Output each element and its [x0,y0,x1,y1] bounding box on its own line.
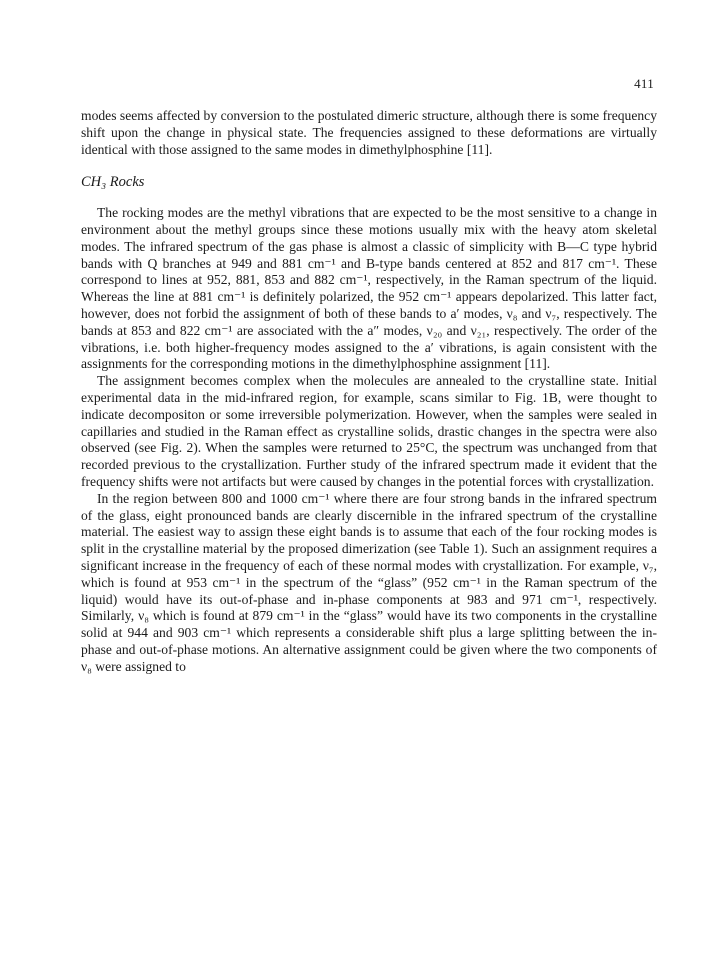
paragraph-band-splitting: In the region between 800 and 1000 cm⁻¹ where there are four strong bands in the infrared spectrum of the glass, eight pronounced bands are clearly discernible in the infrared spectrum of the crystalline material. The easiest way to assign these eight bands is to assume that each of the four rocking modes is split in the crystalline material by the proposed dimerization (see Table 1). Such an assignment requires a significant increase in the frequency of each of these normal modes with crystallization. For example, ν₇, which is found at 953 cm⁻¹ in the spectrum of the “glass” (952 cm⁻¹ in the Raman spectrum of the liquid) would have its out-of-phase and in-phase components at 983 and 971 cm⁻¹, respectively. Similarly, ν₈ which is found at 879 cm⁻¹ in the “glass” would have its two components in the crystalline solid at 944 and 903 cm⁻¹ which represents a considerable shift plus a large splitting between the in-phase and out-of-phase motions. An alternative assignment could be given where the two components of ν₈ were assigned to [81,490,657,674]
paragraph-continued-deformations: modes seems affected by conversion to the postulated dimeric structure, although there is some frequency shift upon the change in physical state. The frequencies assigned to these deformations are virtually identical with those assigned to the same modes in dimethylphosphine [11]. [81,108,657,157]
article-body [81,108,657,676]
page-number: 411 [634,76,654,91]
paragraph-rocking-modes: The rocking modes are the methyl vibrations that are expected to be the most sensitive to a change in environment about the methyl groups since these motions usually mix with the heavy atom skeletal modes. The infrared spectrum of the gas phase is almost a classic of simplicity with B—C type hybrid bands with Q branches at 949 and 881 cm⁻¹ and B-type bands centered at 852 and 817 cm⁻¹. These correspond to lines at 952, 881, 853 and 882 cm⁻¹, respectively, in the Raman spectrum of the liquid. Whereas the line at 881 cm⁻¹ is definitely polarized, the 952 cm⁻¹ appears depolarized. This latter fact, however, does not forbid the assignment of both of these bands to a′ modes, ν₈ and ν₇, respectively. The bands at 853 and 822 cm⁻¹ are associated with the a″ modes, ν₂₀ and ν₂₁, respectively. The order of the vibrations, i.e. both higher-frequency modes assigned to the a′ vibrations, is again consistent with the assignments for the corresponding motions in the dimethylphosphine assignment [11]. [81,205,657,372]
paragraph-crystalline-state: The assignment becomes complex when the molecules are annealed to the crystalline state. Initial experimental data in the mid-infrared region, for example, scans similar to Fig. 1B, were thought to indicate decompositon or some irreversible polymerization. However, when the samples were sealed in capillaries and studied in the Raman effect as crystalline solids, drastic changes in the spectra were also observed (see Fig. 2). When the samples were returned to 25°C, the spectrum was unchanged from that recorded previous to the crystallization. Further study of the infrared spectrum made it evident that the frequency shifts were not artifacts but were caused by changes in the potential forces with crystallization. [81,373,657,489]
section-heading-ch3-rocks: CH₃ Rocks [81,174,145,191]
